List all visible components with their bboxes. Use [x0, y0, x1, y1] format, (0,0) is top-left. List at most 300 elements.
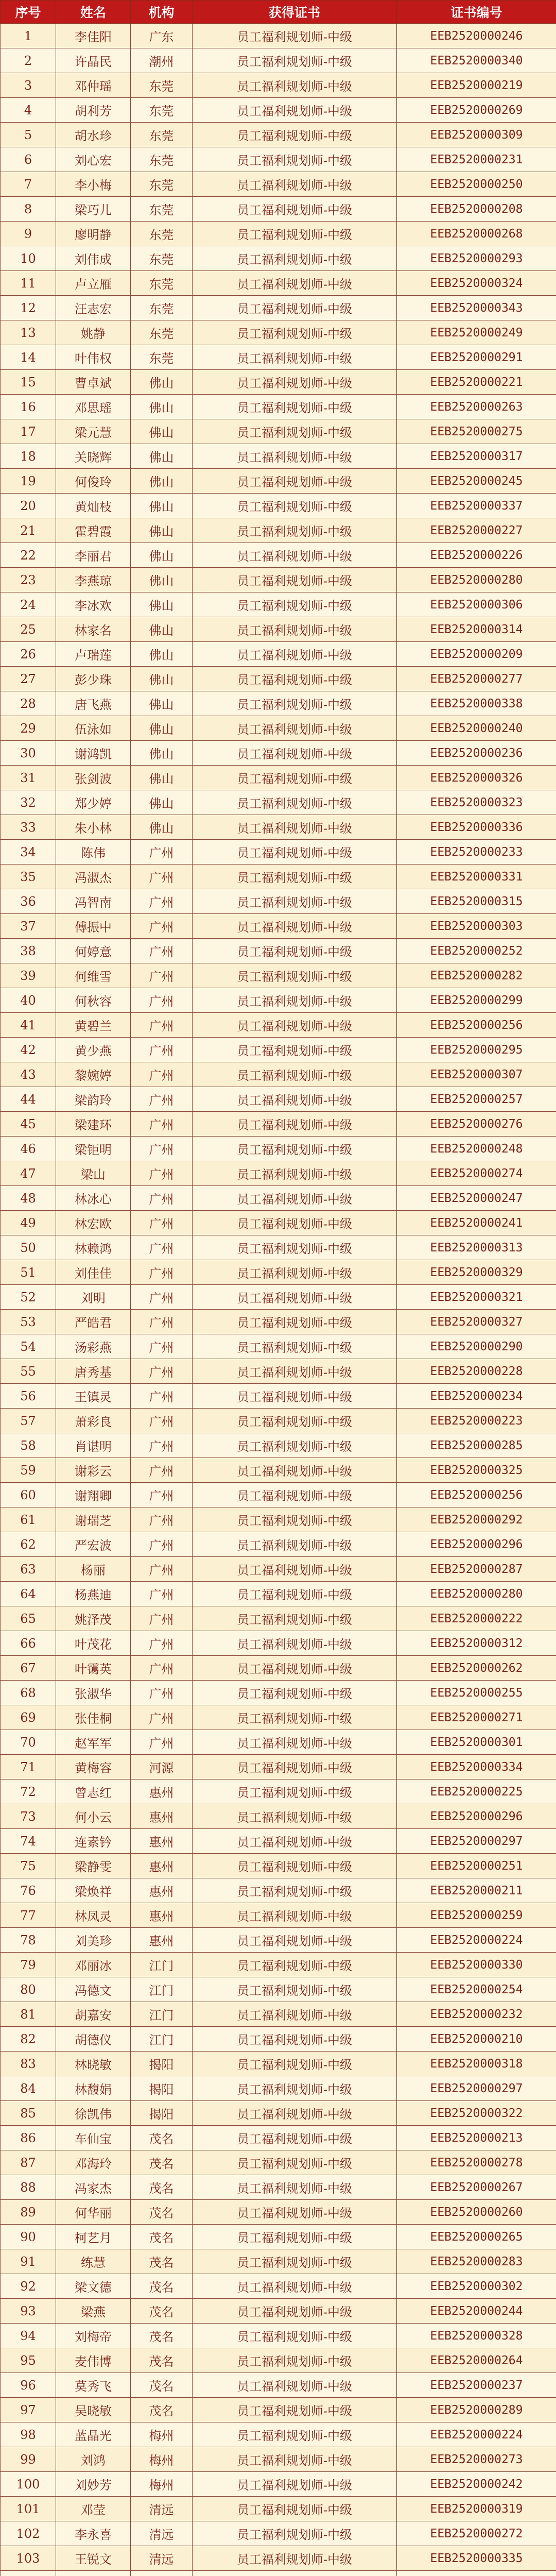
table-row: [1, 296, 556, 320]
header-seq: 序号: [1, 1, 56, 24]
cell-cert-number: EEB2520000240: [397, 716, 556, 741]
cell-cert-number: EEB2520000289: [397, 2398, 556, 2422]
cell-cert-number: EEB2520000307: [397, 1062, 556, 1087]
table-row: [1, 1507, 556, 1532]
cell-cert-number: EEB2520000326: [397, 766, 556, 790]
cell-org: 广州: [131, 1705, 193, 1730]
cell-org: 广州: [131, 1062, 193, 1087]
cell-name: 何秋容: [56, 988, 131, 1013]
table-row: [1, 1582, 556, 1606]
cell-name: 黎婉婷: [56, 1062, 131, 1087]
cell-cert-number: EEB2520000233: [397, 840, 556, 865]
cell-name: 梁元慧: [56, 419, 131, 444]
cell-cert-number: EEB2520000273: [397, 2447, 556, 2472]
cell-seq: 26: [1, 642, 56, 667]
header-org: 机构: [131, 1, 193, 24]
cell-seq: 33: [1, 815, 56, 840]
cell-cert-number: EEB2520000322: [397, 2101, 556, 2126]
cell-cert-number: EEB2520000335: [397, 2546, 556, 2571]
cell-name: 卢立雁: [56, 271, 131, 296]
cell-seq: 7: [1, 172, 56, 197]
cell-cert-number: EEB2520000313: [397, 1235, 556, 1260]
table-row: [1, 222, 556, 246]
cell-seq: 56: [1, 1384, 56, 1409]
cell-seq: 22: [1, 543, 56, 568]
cell-name: 刘美珍: [56, 1928, 131, 1953]
cell-seq: 63: [1, 1557, 56, 1582]
cell-org: 广州: [131, 1631, 193, 1656]
cell-cert-number: EEB2520000324: [397, 271, 556, 296]
table-body: [1, 24, 556, 2576]
cell-cert-number: EEB2520000299: [397, 988, 556, 1013]
cell-certificate: 员工福利规划师-中级: [193, 1953, 397, 1977]
cell-cert-number: EEB2520000314: [397, 617, 556, 642]
cell-certificate: 员工福利规划师-中级: [193, 741, 397, 766]
table-row: [1, 1433, 556, 1458]
cell-cert-number: EEB2520000228: [397, 1359, 556, 1384]
cell-org: 东莞: [131, 172, 193, 197]
table-row: [1, 1681, 556, 1705]
cell-cert-number: EEB2520000221: [397, 370, 556, 395]
cell-name: 张淑华: [56, 1681, 131, 1705]
cell-certificate: 员工福利规划师-中级: [193, 147, 397, 172]
header-row: [1, 1, 556, 24]
table-row: [1, 444, 556, 469]
cell-org: 佛山: [131, 469, 193, 494]
cell-seq: 19: [1, 469, 56, 494]
cell-cert-number: EEB2520000334: [397, 1755, 556, 1780]
cell-seq: 4: [1, 98, 56, 123]
cell-cert-number: EEB2520000343: [397, 296, 556, 320]
cell-seq: 15: [1, 370, 56, 395]
cell-certificate: 员工福利规划师-中级: [193, 2422, 397, 2447]
cell-seq: 31: [1, 766, 56, 790]
cell-cert-number: EEB2520000224: [397, 2422, 556, 2447]
cell-seq: 20: [1, 494, 56, 518]
cell-certificate: 员工福利规划师-中级: [193, 73, 397, 98]
cell-org: 广州: [131, 1186, 193, 1211]
cell-name: 许晶民: [56, 48, 131, 73]
cell-certificate: 员工福利规划师-中级: [193, 2447, 397, 2472]
cell-org: 广州: [131, 914, 193, 939]
cell-org: 广州: [131, 1532, 193, 1557]
cell-name: 谢鸿凯: [56, 741, 131, 766]
cell-name: 关晓辉: [56, 444, 131, 469]
cell-name: 柯艺月: [56, 2225, 131, 2249]
cell-seq: 67: [1, 1656, 56, 1681]
cell-seq: 29: [1, 716, 56, 741]
cell-name: 谢翔卿: [56, 1483, 131, 1507]
table-row: [1, 2150, 556, 2175]
cell-org: 潮州: [131, 48, 193, 73]
cell-certificate: 员工福利规划师-中级: [193, 1705, 397, 1730]
cell-seq: 41: [1, 1013, 56, 1038]
cell-certificate: 员工福利规划师-中级: [193, 1038, 397, 1062]
cell-name: 黄少燕: [56, 1038, 131, 1062]
table-row: [1, 790, 556, 815]
cell-org: 广州: [131, 1582, 193, 1606]
cell-cert-number: EEB2520000236: [397, 741, 556, 766]
cell-org: 广州: [131, 1458, 193, 1483]
cell-org: 梅州: [131, 2422, 193, 2447]
cell-org: 佛山: [131, 419, 193, 444]
cell-certificate: 员工福利规划师-中级: [193, 2497, 397, 2521]
cell-name: 麦伟博: [56, 2348, 131, 2373]
table-row: [1, 840, 556, 865]
table-row: [1, 271, 556, 296]
cell-org: 佛山: [131, 592, 193, 617]
cell-org: 广州: [131, 1359, 193, 1384]
cell-org: 广州: [131, 988, 193, 1013]
cell-seq: 12: [1, 296, 56, 320]
cell-name: 黄碧兰: [56, 1013, 131, 1038]
cell-certificate: 员工福利规划师-中级: [193, 568, 397, 592]
cell-seq: 58: [1, 1433, 56, 1458]
cell-certificate: 员工福利规划师-中级: [193, 1656, 397, 1681]
table-row: [1, 1532, 556, 1557]
cell-certificate: 员工福利规划师-中级: [193, 1681, 397, 1705]
cell-seq: 72: [1, 1780, 56, 1804]
cell-seq: 46: [1, 1137, 56, 1161]
cell-seq: 59: [1, 1458, 56, 1483]
cell-seq: 45: [1, 1112, 56, 1137]
cell-org: 佛山: [131, 444, 193, 469]
cell-cert-number: EEB2520000283: [397, 2249, 556, 2274]
cell-certificate: 员工福利规划师-中级: [193, 691, 397, 716]
cell-name: 吴晓敏: [56, 2398, 131, 2422]
table-row: [1, 2324, 556, 2348]
cell-org: 广州: [131, 865, 193, 889]
cell-cert-number: EEB2520000275: [397, 419, 556, 444]
cell-seq: 100: [1, 2472, 56, 2497]
cell-name: 严宏波: [56, 1532, 131, 1557]
cell-org: 茂名: [131, 2373, 193, 2398]
cell-certificate: 员工福利规划师-中级: [193, 2348, 397, 2373]
cell-certificate: 员工福利规划师-中级: [193, 2546, 397, 2571]
cell-cert-number: EEB2520000237: [397, 2373, 556, 2398]
cell-seq: 40: [1, 988, 56, 1013]
table-row: [1, 1656, 556, 1681]
cell-cert-number: EEB2520000250: [397, 172, 556, 197]
table-row: [1, 1705, 556, 1730]
cell-name: 杨燕迪: [56, 1582, 131, 1606]
cell-name: 伍泳如: [56, 716, 131, 741]
cell-name: 胡水珍: [56, 123, 131, 147]
cell-cert-number: EEB2520000256: [397, 1013, 556, 1038]
cell-seq: 103: [1, 2546, 56, 2571]
cell-certificate: 员工福利规划师-中级: [193, 939, 397, 963]
cell-seq: 88: [1, 2175, 56, 2200]
cell-seq: 54: [1, 1334, 56, 1359]
cell-seq: 35: [1, 865, 56, 889]
cell-org: 东莞: [131, 123, 193, 147]
cell-name: 叶霭英: [56, 1656, 131, 1681]
cell-name: 何俊玲: [56, 469, 131, 494]
cell-cert-number: EEB2520000208: [397, 197, 556, 222]
table-row: [1, 2200, 556, 2225]
cell-cert-number: EEB2520000247: [397, 1186, 556, 1211]
table-row: [1, 2299, 556, 2324]
cell-cert-number: EEB2520000241: [397, 1211, 556, 1235]
cell-certificate: 员工福利规划师-中级: [193, 642, 397, 667]
cell-org: 江门: [131, 2027, 193, 2052]
table-row: [1, 370, 556, 395]
cell-org: 茂名: [131, 2274, 193, 2299]
cell-certificate: 员工福利规划师-中级: [193, 2076, 397, 2101]
cell-certificate: 员工福利规划师-中级: [193, 889, 397, 914]
cell-cert-number: EEB2520000263: [397, 395, 556, 419]
cell-org: 佛山: [131, 667, 193, 691]
cell-cert-number: EEB2520000268: [397, 222, 556, 246]
header-certificate: 获得证书: [193, 1, 397, 24]
cell-cert-number: EEB2520000293: [397, 246, 556, 271]
cell-seq: 93: [1, 2299, 56, 2324]
cell-org: 佛山: [131, 741, 193, 766]
cell-name: 谢彩云: [56, 1458, 131, 1483]
header-name: 姓名: [56, 1, 131, 24]
cell-org: [131, 2571, 193, 2576]
cell-org: 惠州: [131, 1903, 193, 1928]
table-row: [1, 988, 556, 1013]
cell-cert-number: EEB2520000224: [397, 1928, 556, 1953]
cell-cert-number: EEB2520000296: [397, 1804, 556, 1829]
table-row: [1, 2225, 556, 2249]
cell-seq: 11: [1, 271, 56, 296]
table-row: [1, 1730, 556, 1755]
cell-cert-number: EEB2520000252: [397, 939, 556, 963]
table-row: [1, 1211, 556, 1235]
cell-seq: 70: [1, 1730, 56, 1755]
cell-seq: 102: [1, 2521, 56, 2546]
table-row: [1, 518, 556, 543]
cell-certificate: 员工福利规划师-中级: [193, 1977, 397, 2002]
cell-org: 佛山: [131, 790, 193, 815]
cell-org: 广州: [131, 1310, 193, 1334]
cell-org: 茂名: [131, 2324, 193, 2348]
table-row: [1, 2175, 556, 2200]
cell-cert-number: EEB2520000213: [397, 2126, 556, 2150]
cell-cert-number: EEB2520000254: [397, 1977, 556, 2002]
cell-org: 惠州: [131, 1928, 193, 1953]
cell-seq: 101: [1, 2497, 56, 2521]
cell-cert-number: EEB2520000219: [397, 73, 556, 98]
cell-seq: 1: [1, 24, 56, 48]
table-row: [1, 1829, 556, 1854]
cell-name: 林凤灵: [56, 1903, 131, 1928]
cell-name: 何华丽: [56, 2200, 131, 2225]
cell-seq: 28: [1, 691, 56, 716]
table-row: [1, 1557, 556, 1582]
table-row: [1, 1928, 556, 1953]
cell-seq: 95: [1, 2348, 56, 2373]
cell-org: 惠州: [131, 1878, 193, 1903]
cell-cert-number: EEB2520000328: [397, 2324, 556, 2348]
table-row: [1, 2472, 556, 2497]
cell-name: 李丽君: [56, 543, 131, 568]
cell-seq: 78: [1, 1928, 56, 1953]
table-row: [1, 1483, 556, 1507]
table-row: [1, 147, 556, 172]
cell-cert-number: EEB2520000312: [397, 1631, 556, 1656]
cell-certificate: 员工福利规划师-中级: [193, 494, 397, 518]
cell-certificate: 员工福利规划师-中级: [193, 1780, 397, 1804]
cell-cert-number: EEB2520000331: [397, 865, 556, 889]
cell-cert-number: EEB2520000271: [397, 1705, 556, 1730]
table-row: [1, 617, 556, 642]
cell-name: 李永喜: [56, 2521, 131, 2546]
cell-name: 谢瑞芝: [56, 1507, 131, 1532]
cell-org: 广州: [131, 1730, 193, 1755]
cell-name: 林家名: [56, 617, 131, 642]
cell-cert-number: EEB2520000297: [397, 1829, 556, 1854]
cell-seq: 9: [1, 222, 56, 246]
cell-certificate: 员工福利规划师-中级: [193, 1186, 397, 1211]
cell-seq: 89: [1, 2200, 56, 2225]
cell-certificate: 员工福利规划师-中级: [193, 1582, 397, 1606]
table-row: [1, 2052, 556, 2076]
cell-certificate: 员工福利规划师-中级: [193, 2052, 397, 2076]
cell-seq: 91: [1, 2249, 56, 2274]
table-row: [1, 1977, 556, 2002]
cell-org: 佛山: [131, 716, 193, 741]
cell-seq: 73: [1, 1804, 56, 1829]
cell-org: 清远: [131, 2521, 193, 2546]
cell-certificate: 员工福利规划师-中级: [193, 345, 397, 370]
cell-name: 萧彩良: [56, 1409, 131, 1433]
cell-org: 东莞: [131, 271, 193, 296]
cell-certificate: 员工福利规划师-中级: [193, 1730, 397, 1755]
table-row: [1, 197, 556, 222]
cell-seq: 23: [1, 568, 56, 592]
cell-seq: 48: [1, 1186, 56, 1211]
cell-seq: 90: [1, 2225, 56, 2249]
table-row: [1, 2571, 556, 2576]
cell-org: 揭阳: [131, 2101, 193, 2126]
table-row: [1, 1087, 556, 1112]
cell-org: 茂名: [131, 2126, 193, 2150]
header-cert-number: 证书编号: [397, 1, 556, 24]
cell-certificate: 员工福利规划师-中级: [193, 2249, 397, 2274]
cell-cert-number: EEB2520000209: [397, 642, 556, 667]
cell-cert-number: EEB2520000248: [397, 1137, 556, 1161]
cell-org: 梅州: [131, 2447, 193, 2472]
cell-seq: 8: [1, 197, 56, 222]
cell-name: 刘佳佳: [56, 1260, 131, 1285]
table-row: [1, 1780, 556, 1804]
cell-certificate: 员工福利规划师-中级: [193, 1854, 397, 1878]
table-row: [1, 469, 556, 494]
cell-certificate: 员工福利规划师-中级: [193, 1112, 397, 1137]
cell-org: 广州: [131, 1334, 193, 1359]
cell-name: 廖明静: [56, 222, 131, 246]
cell-name: 冯德文: [56, 1977, 131, 2002]
cell-cert-number: EEB2520000259: [397, 1903, 556, 1928]
cell-org: 广州: [131, 963, 193, 988]
cell-certificate: 员工福利规划师-中级: [193, 2002, 397, 2027]
cell-cert-number: EEB2520000296: [397, 1532, 556, 1557]
cell-name: 曹卓斌: [56, 370, 131, 395]
cell-seq: 99: [1, 2447, 56, 2472]
table-row: [1, 494, 556, 518]
cell-org: 广州: [131, 1013, 193, 1038]
cell-name: 叶茂花: [56, 1631, 131, 1656]
cell-cert-number: EEB2520000282: [397, 963, 556, 988]
table-row: [1, 889, 556, 914]
cell-seq: 51: [1, 1260, 56, 1285]
cell-cert-number: EEB2520000272: [397, 2521, 556, 2546]
table-row: [1, 914, 556, 939]
cell-cert-number: EEB2520000257: [397, 1087, 556, 1112]
cell-org: 茂名: [131, 2175, 193, 2200]
cell-seq: 86: [1, 2126, 56, 2150]
cell-certificate: 员工福利规划师-中级: [193, 2521, 397, 2546]
cell-certificate: 员工福利规划师-中级: [193, 1507, 397, 1532]
cell-name: 李燕琼: [56, 568, 131, 592]
cell-certificate: 员工福利规划师-中级: [193, 1161, 397, 1186]
cell-seq: 10: [1, 246, 56, 271]
cell-org: 江门: [131, 2002, 193, 2027]
cell-org: 广州: [131, 1211, 193, 1235]
cell-name: 姚静: [56, 320, 131, 345]
cell-seq: 21: [1, 518, 56, 543]
cell-certificate: 员工福利规划师-中级: [193, 592, 397, 617]
cell-org: 广州: [131, 1038, 193, 1062]
cell-cert-number: EEB2520000264: [397, 2348, 556, 2373]
cell-cert-number: EEB2520000222: [397, 1606, 556, 1631]
table-row: [1, 419, 556, 444]
table-row: [1, 73, 556, 98]
cell-certificate: 员工福利规划师-中级: [193, 1359, 397, 1384]
table-row: [1, 2398, 556, 2422]
cell-cert-number: EEB2520000318: [397, 2052, 556, 2076]
cell-org: 广州: [131, 1507, 193, 1532]
table-row: [1, 1458, 556, 1483]
cell-seq: 61: [1, 1507, 56, 1532]
cell-seq: 42: [1, 1038, 56, 1062]
cell-seq: 62: [1, 1532, 56, 1557]
cell-certificate: 员工福利规划师-中级: [193, 1829, 397, 1854]
cell-seq: 36: [1, 889, 56, 914]
cell-seq: 87: [1, 2150, 56, 2175]
table-row: [1, 667, 556, 691]
cell-cert-number: EEB2520000330: [397, 1953, 556, 1977]
cell-cert-number: EEB2520000251: [397, 1854, 556, 1878]
cell-name: 胡德仪: [56, 2027, 131, 2052]
cell-cert-number: EEB2520000225: [397, 1780, 556, 1804]
cell-cert-number: EEB2520000287: [397, 1557, 556, 1582]
cell-org: 广州: [131, 1260, 193, 1285]
cell-certificate: 员工福利规划师-中级: [193, 1137, 397, 1161]
table-row: [1, 24, 556, 48]
cell-certificate: 员工福利规划师-中级: [193, 370, 397, 395]
cell-cert-number: EEB2520000336: [397, 815, 556, 840]
cell-name: 梁焕祥: [56, 1878, 131, 1903]
cell-name: 梁韵玲: [56, 1087, 131, 1112]
cell-seq: 16: [1, 395, 56, 419]
cell-org: 梅州: [131, 2472, 193, 2497]
cell-name: 邓仲瑶: [56, 73, 131, 98]
table-row: [1, 815, 556, 840]
cell-org: 广州: [131, 1409, 193, 1433]
cell-name: 傅振中: [56, 914, 131, 939]
cell-cert-number: EEB2520000319: [397, 2497, 556, 2521]
cell-name: 梁文德: [56, 2274, 131, 2299]
cell-cert-number: EEB2520000329: [397, 1260, 556, 1285]
cell-certificate: 员工福利规划师-中级: [193, 1878, 397, 1903]
cell-seq: 18: [1, 444, 56, 469]
cell-certificate: 员工福利规划师-中级: [193, 2126, 397, 2150]
table-row: [1, 2497, 556, 2521]
